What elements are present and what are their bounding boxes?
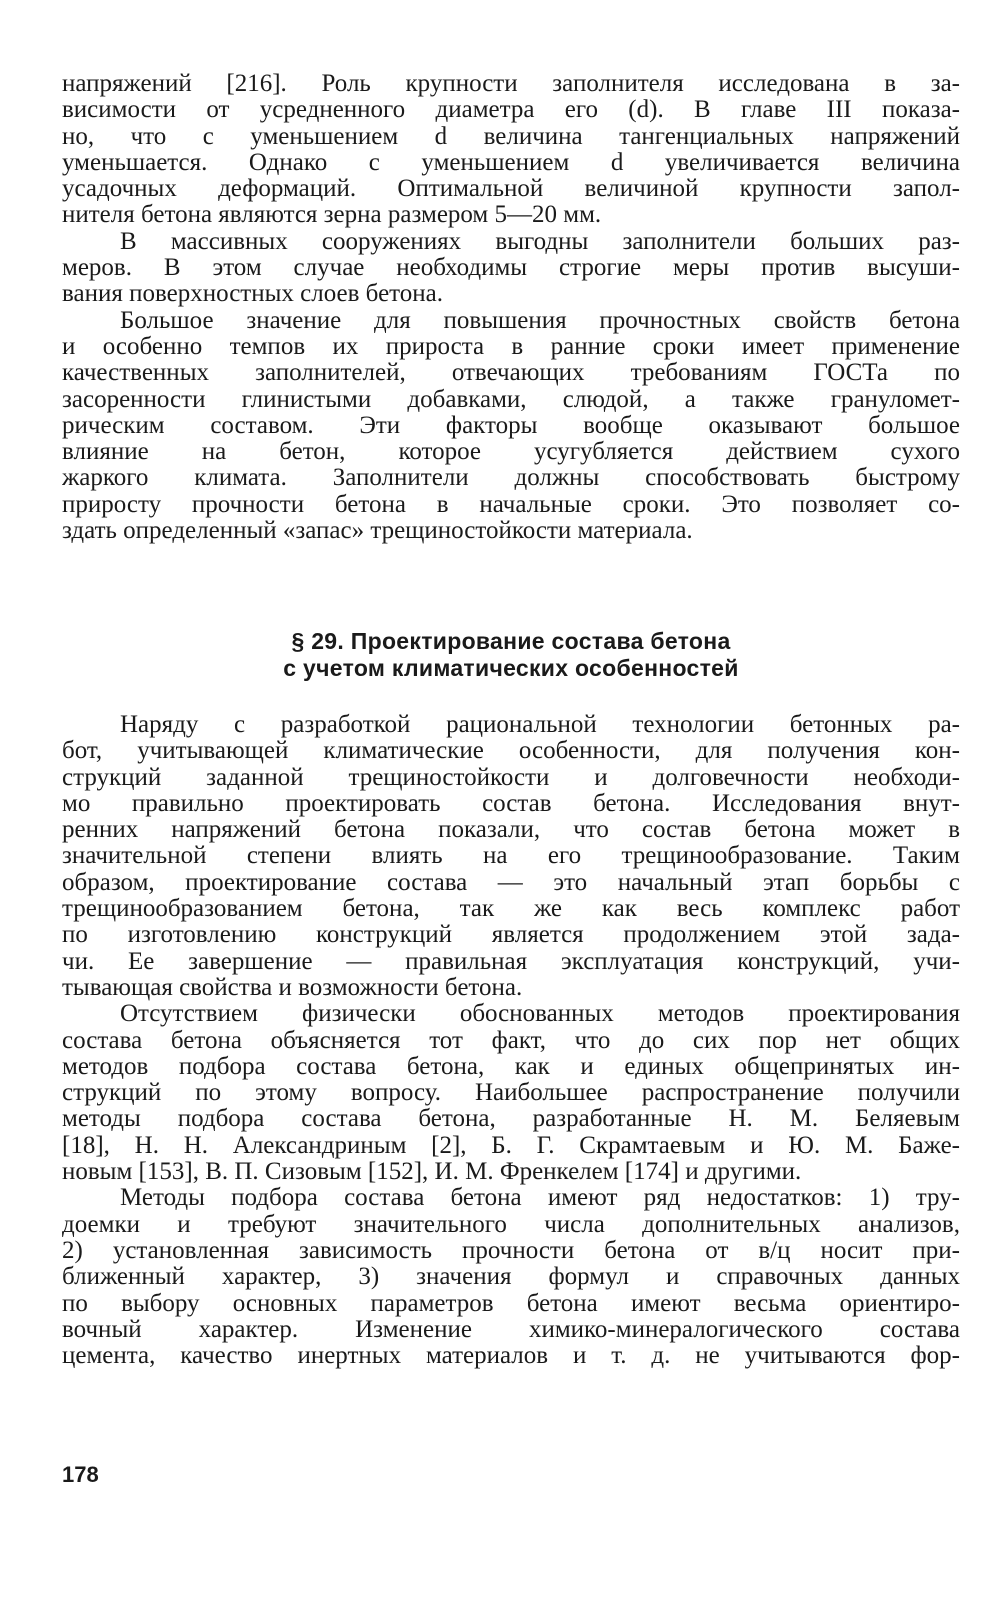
text-line: мо правильно проектировать состав бетона. Исследования внут- [62, 790, 960, 817]
text-line: напряжений [216]. Роль крупности заполнителя исследована в за- [62, 71, 960, 97]
text-line: меров. В этом случае необходимы строгие меры против высуши- [62, 255, 960, 282]
text-line: усадочных деформаций. Оптимальной величиной крупности запол- [62, 176, 960, 203]
text-line: здать определенный «запас» трещиностойкости материала. [62, 518, 693, 545]
text-line: по выбору основных параметров бетона имеют весьма ориентиро- [62, 1290, 960, 1317]
text-line: нителя бетона являются зерна размером 5—20 мм. [62, 202, 602, 229]
text-line: цемента, качество инертных материалов и т. д. не учитываются фор- [62, 1343, 960, 1370]
paragraph [62, 308, 960, 545]
text-line: и особенно темпов их прироста в ранние сроки имеет применение [62, 333, 960, 360]
text-line: струкций заданной трещиностойкости и долговечности необходи- [62, 764, 960, 791]
section-heading [62, 628, 960, 682]
text-line: образом, проектирование состава — это начальный этап борьбы с [62, 869, 960, 896]
section-heading-line-1: § 29. Проектирование состава бетона [291, 628, 731, 654]
text-line: вания поверхностных слоев бетона. [62, 281, 443, 308]
text-line: Отсутствием физически обоснованных методов проектирования [120, 1001, 960, 1028]
text-line: ренних напряжений бетона показали, что состав бетона может в [62, 817, 960, 844]
text-line: значительной степени влиять на его трещинообразование. Таким [62, 843, 960, 870]
text-line: методы подбора состава бетона, разработанные Н. М. Беляевым [62, 1106, 960, 1133]
text-line: [18], Н. Н. Александриным [2], Б. Г. Скрамтаевым и Ю. М. Баже- [62, 1132, 960, 1159]
paragraph [62, 1001, 960, 1185]
paragraph [62, 712, 960, 1001]
text-line: но, что с уменьшением d величина тангенциальных напряжений [62, 123, 960, 150]
text-line: тывающая свойства и возможности бетона. [62, 974, 523, 1001]
text-line: новым [153], В. П. Сизовым [152], И. М. Френкелем [174] и другими. [62, 1159, 802, 1186]
text-line: по изготовлению конструкций является продолжением этой зада- [62, 922, 960, 949]
text-line: струкций по этому вопросу. Наибольшее распространение получили [62, 1080, 960, 1107]
text-line: уменьшается. Однако с уменьшением d увеличивается величина [62, 149, 960, 176]
text-line: влияние на бетон, которое усугубляется действием сухого [62, 439, 960, 466]
text-line: приросту прочности бетона в начальные сроки. Это позволяет со- [62, 491, 960, 518]
text-line: жаркого климата. Заполнители должны способствовать быстрому [62, 465, 960, 492]
section-heading-line-2: с учетом климатических особенностей [283, 655, 739, 681]
text-line: доемки и требуют значительного числа дополнительных анализов, [62, 1211, 960, 1238]
text-line: вочный характер. Изменение химико-минералогического состава [62, 1316, 960, 1343]
paragraph [62, 229, 960, 308]
text-line: качественных заполнителей, отвечающих требованиям ГОСТа по [62, 360, 960, 387]
paragraph [62, 1185, 960, 1369]
top-text-section [62, 71, 960, 544]
text-line: Наряду с разработкой рациональной технологии бетонных ра- [120, 712, 960, 738]
section-body [62, 712, 960, 1369]
text-line: методов подбора состава бетона, как и единых общепринятых ин- [62, 1053, 960, 1080]
paragraph [62, 71, 960, 229]
text-line: Большое значение для повышения прочностных свойств бетона [120, 307, 960, 334]
text-line: ближенный характер, 3) значения формул и справочных данных [62, 1264, 960, 1291]
page-number: 178 [62, 1462, 99, 1487]
text-line: чи. Ее завершение — правильная эксплуатация конструкций, учи- [62, 948, 960, 975]
text-line: рическим составом. Эти факторы вообще оказывают большое [62, 412, 960, 439]
text-line: бот, учитывающей климатические особенности, для получения кон- [62, 738, 960, 765]
text-line: 2) установленная зависимость прочности бетона от в/ц носит при- [62, 1237, 960, 1264]
text-line: трещинообразованием бетона, так же как весь комплекс работ [62, 896, 960, 923]
text-line: засоренности глинистыми добавками, слюдой, а также грануломет- [62, 386, 960, 413]
text-line: В массивных сооружениях выгодны заполнители больших раз- [120, 228, 960, 255]
text-line: Методы подбора состава бетона имеют ряд недостатков: 1) тру- [120, 1185, 960, 1212]
text-line: висимости от усредненного диаметра его (d). В главе III показа- [62, 97, 960, 124]
text-line: состава бетона объясняется тот факт, что до сих пор нет общих [62, 1027, 960, 1054]
